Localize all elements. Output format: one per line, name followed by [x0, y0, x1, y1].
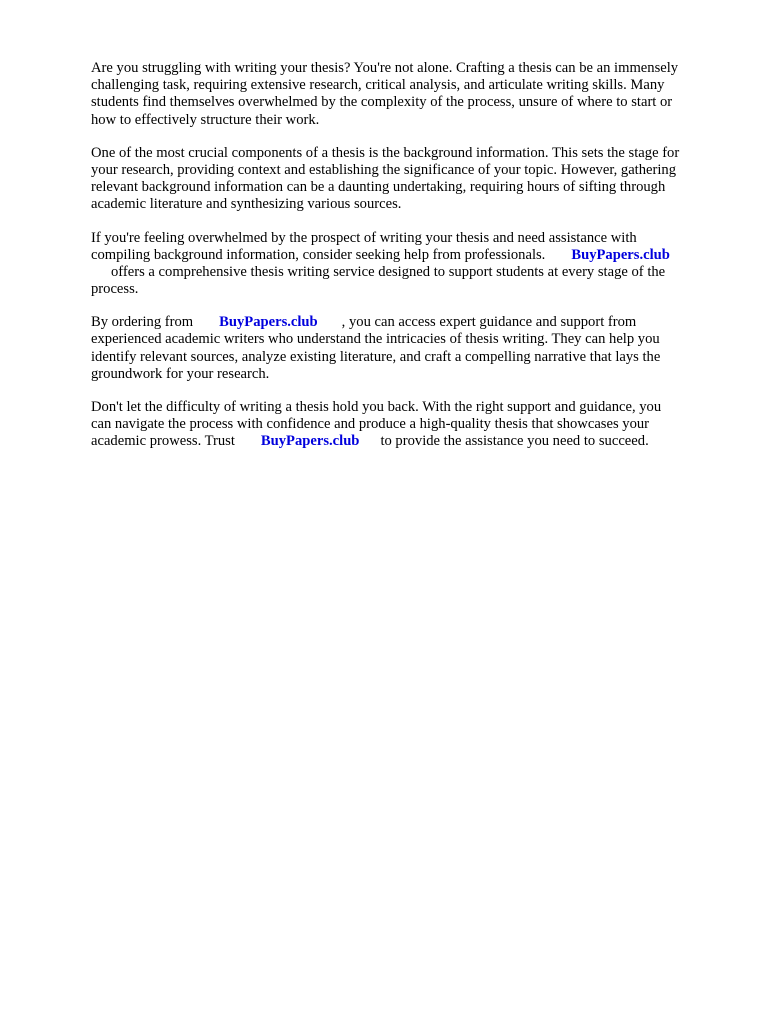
text-line: [91, 314, 731, 331]
text-line: [91, 433, 731, 450]
paragraph-background: [91, 145, 731, 214]
paragraph-intro: [91, 60, 731, 129]
text-line: your research, providing context and establishing the significance of your topic. However, gathering: [91, 161, 677, 178]
paragraph-ordering: [91, 314, 731, 383]
text-span: to provide the assistance you need to succeed.: [380, 433, 649, 450]
text-line: can navigate the process with confidence and produce a high-quality thesis that showcases your: [91, 416, 650, 433]
text-line: academic literature and synthesizing various sources.: [91, 196, 402, 213]
text-line: Are you struggling with writing your thesis? You're not alone. Crafting a thesis can be an immensely: [91, 60, 679, 76]
text-line: relevant background information can be a daunting undertaking, requiring hours of sifting through: [91, 179, 666, 196]
text-span: , you can access expert guidance and support from: [341, 314, 637, 331]
text-line: Don't let the difficulty of writing a thesis hold you back. With the right support and guidance, you: [91, 399, 662, 415]
text-line: how to effectively structure their work.: [91, 111, 320, 128]
text-line: One of the most crucial components of a thesis is the background information. This sets the stage for: [91, 144, 680, 161]
text-line: [91, 264, 731, 281]
text-line: challenging task, requiring extensive research, critical analysis, and articulate writing skills. Many: [91, 77, 665, 94]
paragraph-closing: [91, 399, 731, 451]
text-span: academic prowess. Trust: [91, 433, 235, 450]
buypapers-link-3[interactable]: BuyPapers.club: [260, 433, 360, 450]
text-line: students find themselves overwhelmed by the complexity of the process, unsure of where to start or: [91, 94, 673, 111]
text-line: identify relevant sources, analyze existing literature, and craft a compelling narrative that lays the: [91, 348, 661, 365]
text-line: process.: [91, 281, 139, 298]
text-line: groundwork for your research.: [91, 365, 270, 382]
text-span: By ordering from: [91, 314, 194, 331]
paragraph-help: [91, 230, 731, 299]
text-span: offers a comprehensive thesis writing service designed to support students at every stage of the: [111, 263, 666, 280]
text-line: If you're feeling overwhelmed by the prospect of writing your thesis and need assistance with: [91, 229, 637, 246]
text-line: [91, 247, 731, 264]
document-body: [91, 60, 731, 467]
text-line: experienced academic writers who understand the intricacies of thesis writing. They can help you: [91, 331, 660, 348]
buypapers-link-2[interactable]: BuyPapers.club: [219, 314, 318, 331]
buypapers-link-1[interactable]: BuyPapers.club: [571, 246, 670, 263]
text-span: compiling background information, consider seeking help from professionals.: [91, 246, 546, 263]
